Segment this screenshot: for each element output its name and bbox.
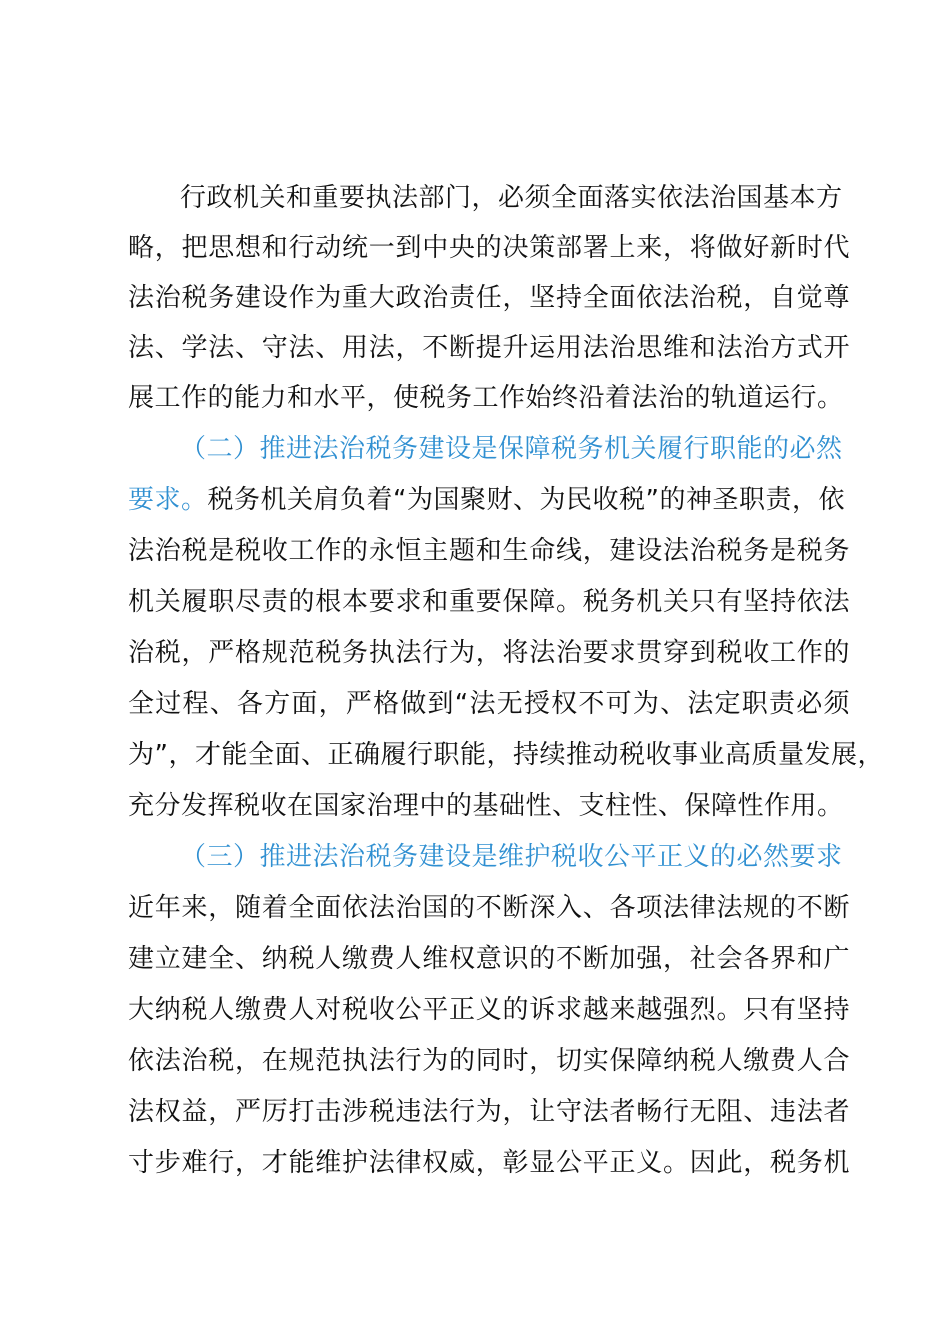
paragraph-2-line-7: 为”，才能全面、正确履行职能，持续推动税收事业高质量发展，	[128, 740, 884, 770]
paragraph-1-line-1: 行政机关和重要执法部门，必须全面落实依法治国基本方	[180, 183, 843, 213]
paragraph-2-line-2	[128, 474, 850, 526]
paragraph-2-line-8: 充分发挥税收在国家治理中的基础性、支柱性、保障性作用。	[128, 791, 844, 821]
paragraph-3-line-5: 依法治税，在规范执法行为的同时，切实保障纳税人缴费人合	[128, 1046, 850, 1076]
paragraph-2-line-2-rest: 税务机关肩负着“为国聚财、为民收税”的神圣职责，依	[207, 485, 845, 515]
paragraph-1-line-4: 法、学法、守法、用法，不断提升运用法治思维和法治方式开	[128, 333, 850, 363]
paragraph-3-line-4: 大纳税人缴费人对税收公平正义的诉求越来越强烈。只有坚持	[128, 995, 850, 1025]
paragraph-1-line-5: 展工作的能力和水平，使税务工作始终沿着法治的轨道运行。	[128, 383, 844, 413]
paragraph-3-line-2: 近年来，随着全面依法治国的不断深入、各项法律法规的不断	[128, 893, 850, 923]
paragraph-3-line-3: 建立建全、纳税人缴费人维权意识的不断加强，社会各界和广	[128, 944, 850, 974]
paragraph-2-line-4: 机关履职尽责的根本要求和重要保障。税务机关只有坚持依法	[128, 587, 850, 617]
paragraph-3-line-6: 法权益，严厉打击涉税违法行为，让守法者畅行无阻、违法者	[128, 1097, 850, 1127]
paragraph-2-line-3: 法治税是税收工作的永恒主题和生命线，建设法治税务是税务	[128, 536, 850, 566]
section-heading-2-end: 要求。	[128, 485, 208, 515]
section-heading-3: （三）推进法治税务建设是维护税收公平正义的必然要求	[180, 842, 843, 872]
paragraph-3-line-7: 寸步难行，才能维护法律权威，彰显公平正义。因此，税务机	[128, 1148, 850, 1178]
paragraph-2-line-5: 治税，严格规范税务执法行为，将法治要求贯穿到税收工作的	[128, 638, 850, 668]
section-heading-2: （二）推进法治税务建设是保障税务机关履行职能的必然	[180, 434, 843, 464]
paragraph-1-line-3: 法治税务建设作为重大政治责任，坚持全面依法治税，自觉尊	[128, 283, 850, 313]
paragraph-2-line-6: 全过程、各方面，严格做到“法无授权不可为、法定职责必须	[128, 689, 850, 719]
paragraph-1-line-2: 略，把思想和行动统一到中央的决策部署上来，将做好新时代	[128, 233, 850, 263]
